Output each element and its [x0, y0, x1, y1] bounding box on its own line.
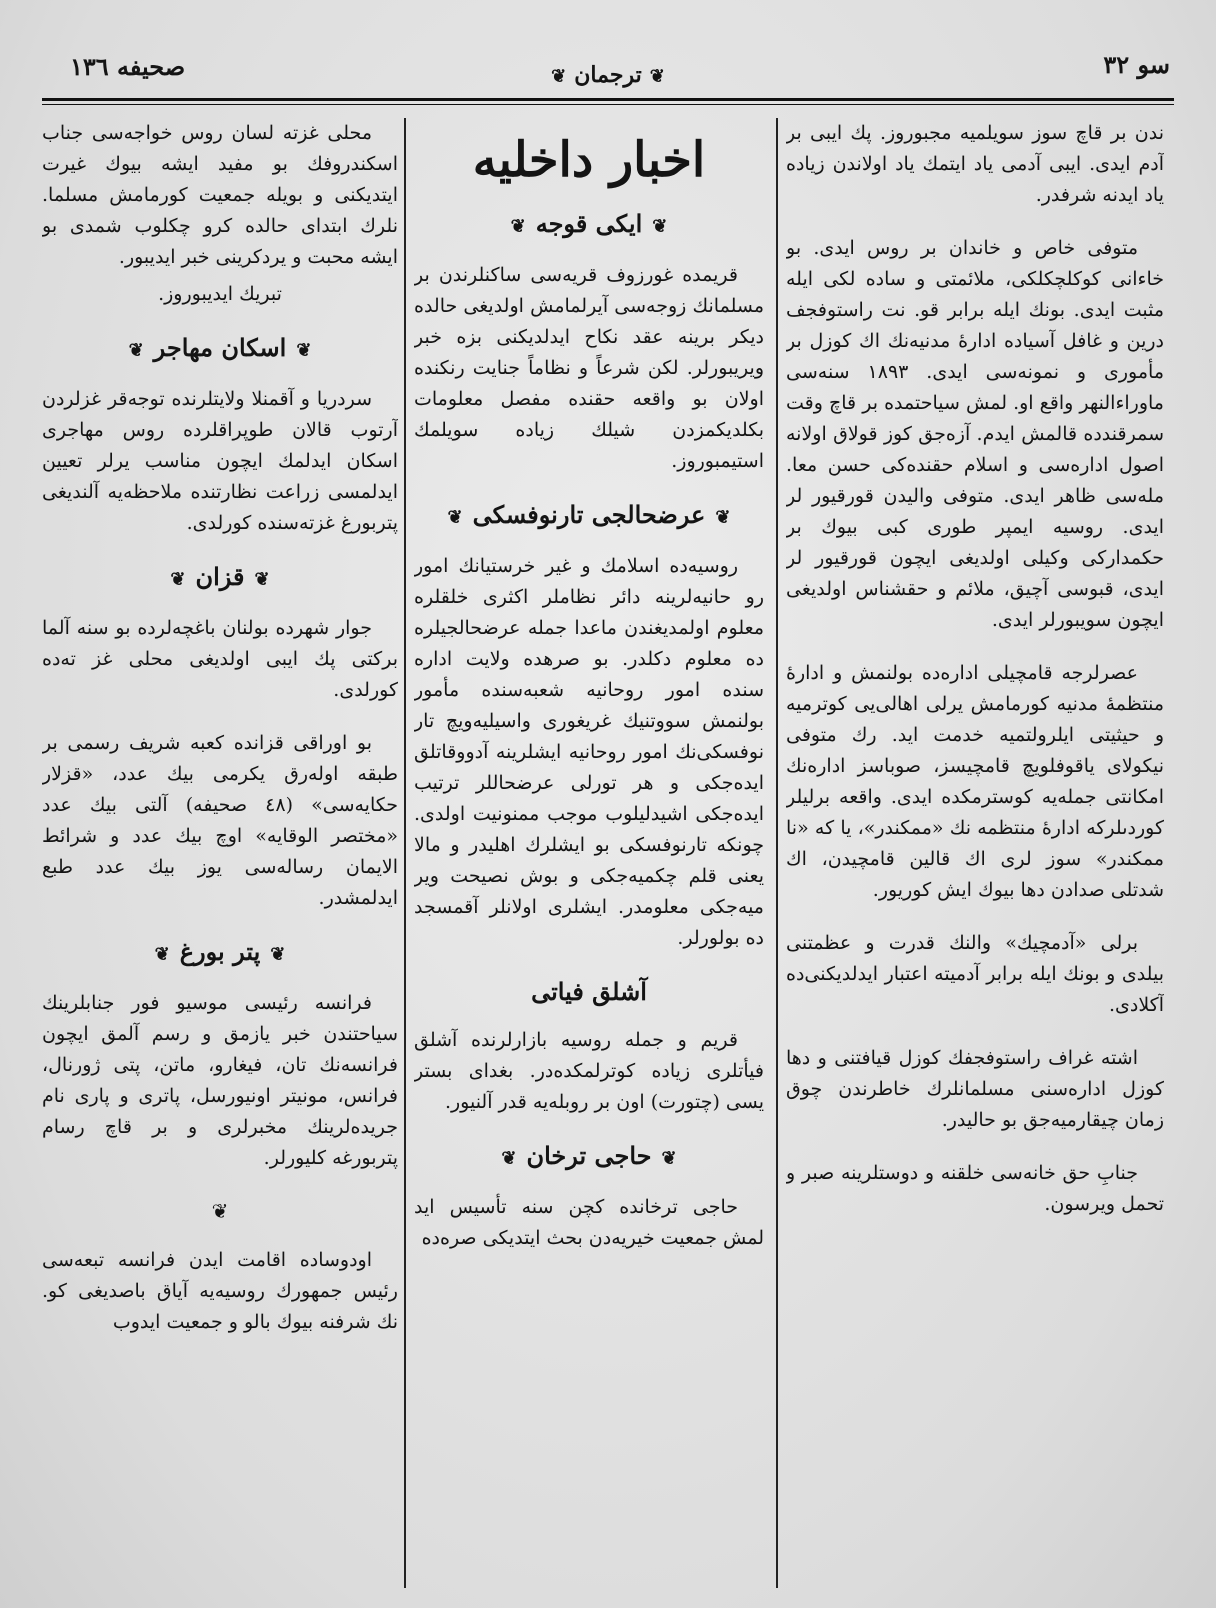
issue-number: سو ٣٢	[1103, 50, 1170, 79]
paragraph: اشته غراف راستوفجفك كوزل قيافتنى و دها كوزل اداره‌سنى مسلمانلرك خاطرندن چوق زمان چيقارميه‌جق بو حاليدر.	[786, 1047, 1164, 1131]
heading-text: پتر بورغ	[179, 937, 261, 966]
column-right	[786, 118, 1164, 1588]
paragraph: تبريك ايديبوروز.	[158, 283, 282, 305]
paragraph: محلى غزته لسان روس خواجه‌سى جناب اسكندروفك بو مفيد ايشه بيوك غيرت ايتديكنى و بويله جمعيت كورمامش مسلما. نلرك ابتداى حالده كرو چكلوب شمدى بو ايشه محبت و يردكرينى خبر ايديبور.	[42, 122, 398, 268]
section-divider-ornament: ❦	[211, 1199, 229, 1223]
paragraph: قريمده غورزوف قريه‌سى ساكنلرندن بر مسلمانك زوجه‌سى آيرلمامش اولديغى حالده ديكر برينه عقد نكاح ايدلديكنى بزه خبر ويريبورلر. لكن شرعاً و نظاماً جنايت رنكنده اولان بو واقعه حقنده مفصل معلومات بكلديكمزدن شيلك زياده سويلمك استيمبوروز.	[414, 264, 764, 472]
ornament-icon: ❦	[510, 216, 526, 237]
article-heading: آشلق فياتى	[531, 977, 647, 1006]
paragraph: فرانسه رئيسى موسيو فور جنابلرينك سياحتندن خبر يازمق و رسم آلمق ايچون فرانسه‌نك تان، فيغارو، ماتن، پتى ژورنال، فرانس، مونيتر اونيورسل، پاترى و پارى نام جريده‌لرينك مخبرلرى و بر قاچ رسام پتربورغه كليورلر.	[42, 992, 398, 1169]
column-middle	[414, 118, 764, 1588]
column-divider	[404, 118, 406, 1588]
ornament-icon: ❦	[447, 507, 463, 528]
column-left	[42, 118, 398, 1588]
paragraph: قريم و جمله روسيه بازارلرنده آشلق فيأتلرى زياده كوترلمكده‌در. بغداى بستر يسى (چتورت) اون بر روبله‌يه قدر آلنيور.	[414, 1029, 764, 1113]
paragraph: ندن بر قاچ سوز سويلميه مجبوروز. پك ايبى بر آدم ايدى. ايبى آدمى ياد ايتمك ياد اولاندن زياده ياد ايدنه شرفدر.	[786, 122, 1164, 206]
ornament-icon: ❦	[501, 1148, 517, 1169]
header-rule-thin	[42, 104, 1174, 105]
heading-text: اسكان مهاجر	[153, 333, 287, 362]
paragraph: اودوساده اقامت ايدن فرانسه تبعه‌سى رئيس جمهورك روسيه‌يه آياق باصديغى كو. نك شرفنه بيوك بالو و جمعيت ايدوب	[42, 1249, 398, 1333]
paragraph: جوار شهرده بولنان باغچه‌لرده بو سنه آلما بركتى پك ايبى اولديغى محلى غز ته‌ده كورلدى.	[42, 617, 398, 701]
ornament-icon: ❦	[661, 1148, 677, 1169]
paragraph: برلى «آدمچيك» والنك قدرت و عظمتنى بيلدى و بونك ايله برابر آدميته اعتبار ايدلديكنى‌ده آكلادى.	[786, 932, 1164, 1016]
paragraph: روسيه‌ده اسلامك و غير خرستيانك امور رو حانيه‌لرينه دائر نظاملر اكثرى خلقلره معلوم اولمديغندن ماعدا جمله عرضحالجيلره ده معلوم دكلدر. بو صرهده ولايت اداره سنده امور روحانيه شعبه‌سنده مأمور بولنمش سووتنيك غريغورى واسيليه‌ويچ تار نوفسكى‌نك امور روحانيه ايشلرينه آدووقاتلق ايده‌جكى و هر تورلى عرضحاللر ترتيب ايده‌جكى اشيدليلوب موجب ممنونيت اولدى. چونكه تارنوفسكى بو ايشلرك اهليدر و مالا يعنى قلم چكميه‌جكى و بوش نصيحت وير ميه‌جكى معلومدر. ايشلرى اولانلر آقمسجد ده بولورلر.	[414, 555, 764, 949]
article-heading	[414, 1140, 764, 1174]
page-number: صحيفه ١٣٦	[70, 52, 186, 81]
paper-title: ترجمان	[574, 62, 642, 88]
article-heading	[42, 332, 398, 366]
ornament-icon: ❦	[154, 944, 170, 965]
heading-text: عرضحالجى تارنوفسكى	[472, 500, 706, 529]
ornament-icon: ❦	[270, 944, 286, 965]
ornament-icon: ❦	[296, 340, 312, 361]
article-heading	[42, 561, 398, 595]
ornament-icon: ❦	[715, 507, 731, 528]
ornament-icon: ❦	[128, 340, 144, 361]
ornament-icon: ❦	[551, 66, 567, 87]
header-rule	[42, 98, 1174, 101]
page-header	[40, 42, 1176, 92]
ornament-icon: ❦	[254, 569, 270, 590]
ornament-icon: ❦	[652, 216, 668, 237]
heading-text: حاجى ترخان	[526, 1141, 652, 1170]
paragraph: حاجى ترخانده كچن سنه تأسيس ايد لمش جمعيت خيريه‌دن بحث ايتديكى صره‌ده	[414, 1196, 764, 1249]
paragraph: سردريا و آقمنلا ولايتلرنده توجه‌قر غزلردن آرتوب قالان طوپراقلرده روس مهاجرى اسكان ايدلمك ايچون مناسب يرلر تعيين ايدلمسى زراعت نظارتنده ملاحظه‌يه آلنديغى پتربورغ غزته‌سنده كورلدى.	[42, 388, 398, 534]
paragraph: متوفى خاص و خاندان بر روس ايدى. بو خاءانى كوكلچكلكى، ملائمتى و ساده لكى ايله مثبت ايدى. بونك ايله برابر قو. نت راستوفجف درين و غافل آسياده ادارهٔ مدنيه‌نك اك كوزل بر مأمورى و نمونه‌سى ايدى. ١٨٩٣ سنه‌سى ماوراءالنهر واقع او. لمش سياحتمده بر قاچ وقت سمرقندده قالمش ايدم. آزه‌جق كوز قولاق اولانه اصول اداره‌سى و اسلام حقنده‌كى حسن معا. مله‌سى ظاهر ايدى. متوفى واليدن قورقيور لر ايدى. روسيه ايمپر طورى كبى بيوك بر حكمداركى وكيلى اولديغى ايچون قورقيور لر ايدى، قبوسى آچيق، ملائم و حقشناس اولديغى ايچون سويبورلر ايدى.	[786, 237, 1164, 631]
column-divider	[776, 118, 778, 1588]
section-masthead: اخبار داخليه	[472, 132, 706, 188]
article-heading	[42, 936, 398, 970]
paragraph: عصرلرجه قامچيلى اداره‌ده بولنمش و ادارهٔ منتظمهٔ مدنيه كورمامش يرلى اهالى‌يى كوترميه و حيثيتى ايلرولتميه خدمت ايد. رك متوفى نيكولاى ياقوفلويچ قامچيسز، صوباسز اداره‌نك امكانتى جمله‌يه كوسترمكده ايدى. واقعه برليلر كوردىلركه ادارهٔ منتظمه نك «ممكندر»، يا كه «نا ممكندر» سوز لرى اك قالين قامچيدن، اك شدتلى صدادن دها بيوك ايش كوريور.	[786, 662, 1164, 901]
paragraph: جنابِ حق خانه‌سى خلقنه و دوستلرينه صبر و تحمل ويرسون.	[786, 1162, 1164, 1215]
ornament-icon: ❦	[170, 569, 186, 590]
article-heading	[414, 208, 764, 242]
heading-text: قزان	[195, 562, 245, 591]
heading-text: ايكى قوجه	[535, 209, 643, 238]
article-heading	[414, 499, 764, 533]
paper-title-block	[40, 62, 1176, 88]
paragraph: بو اوراقى قزانده كعبه شريف رسمى بر طبقه اوله‌رق يكرمى بيك عدد، «قزلار حكايه‌سى» (٤٨ صحيفه) آلتى بيك عدد «مختصر الوقايه» اوچ بيك عدد و شرائط الايمان رساله‌سى يوز بيك عدد طبع ايدلمشدر.	[42, 732, 398, 909]
ornament-icon: ❦	[649, 66, 665, 87]
